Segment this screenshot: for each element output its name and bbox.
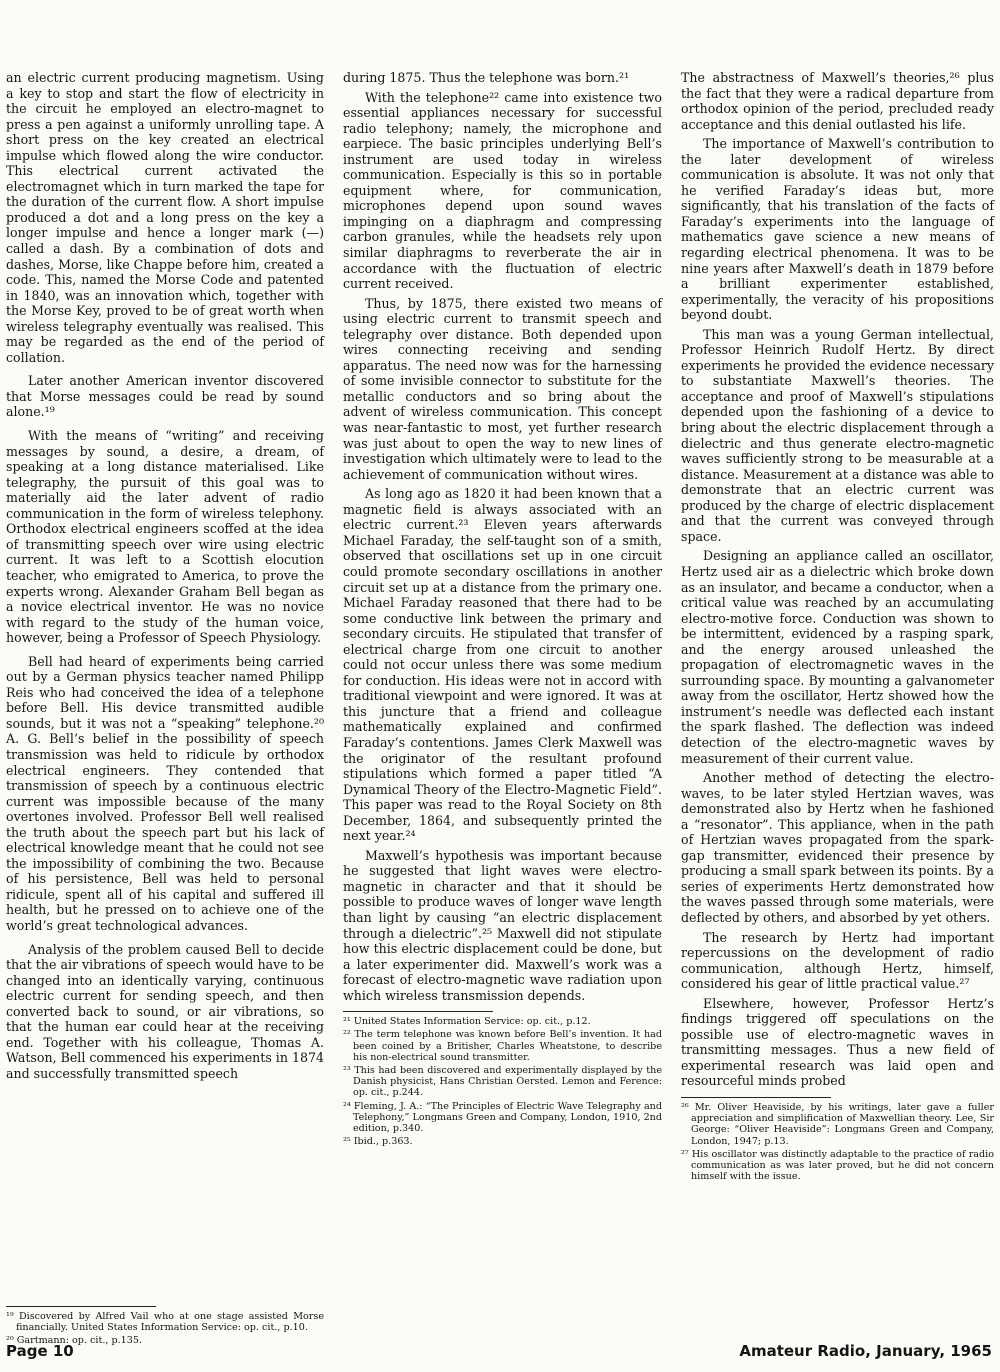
footnotes — [343, 1011, 662, 1147]
paragraph: With the means of “writing” and receiving messages by sound, a desire, a dream, of speaking at a long distance materialised. Like telegraphy, the pursuit of this goal was to materially aid the later advent of radio communication in the form of wireless telephony. Orthodox electrical engineers scoffed at the idea of transmitting speech over wire using electric current. It was left to a Scottish elocution teacher, who emigrated to America, to prove the experts wrong. Alexander Graham Bell began as a novice electrical inventor. He was no novice with regard to the study of the human voice, however, being a Professor of Speech Physiology. — [6, 428, 324, 646]
paragraph: Later another American inventor discovered that Morse messages could be read by sound alone.¹⁹ — [6, 373, 324, 420]
footnote-rule — [343, 1011, 493, 1012]
footnote: ²¹ United States Information Service: op. cit., p.12. — [343, 1016, 591, 1028]
paragraph: during 1875. Thus the telephone was born.²¹ — [343, 70, 630, 85]
footnote: ²² The term telephone was known before Bell’s invention. It had been coined by a Britisher, Charles Wheatstone, to describe his non-electrical sound transmitter. — [343, 1029, 662, 1063]
paragraph: As long ago as 1820 it had been known that a magnetic field is always associated with an electric current.²³ Eleven years afterwards Michael Faraday, the self-taught son of a smith, observed that oscillations set up in one circuit could promote secondary oscillations in another circuit set up at a distance from the primary one. Michael Faraday reasoned that there had to be some conductive link between the primary and secondary circuits. He stipulated that transfer of electrical charge from one circuit to another could not occur unless there was some medium for conduction. His ideas were not in accord with traditional viewpoint and were ignored. It was at this juncture that a friend and colleague mathematically explained and confirmed Faraday’s contentions. James Clerk Maxwell was the originator of the resultant profound stipulations which formed a paper titled “A Dynamical Theory of the Electro-Magnetic Field”. This paper was read to the Royal Society on 8th December, 1864, and subsequently printed the next year.²⁴ — [343, 486, 662, 844]
paragraph: The abstractness of Maxwell’s theories,²⁶ plus the fact that they were a radical departure from orthodox opinion of the period, precluded ready acceptance and this denial outlasted his life. — [681, 70, 994, 132]
article-page — [6, 70, 994, 1347]
paragraph: Thus, by 1875, there existed two means of using electric current to transmit speech and telegraphy over distance. Both depended upon wires connecting receiving and sending apparatus. The need now was for the harnessing of some invisible connector to substitute for the metallic conductors and so bring about the advent of wireless communication. This concept was near-fantastic to most, yet further research was just about to open the way to new lines of investigation which ultimately were to lead to the achievement of communication without wires. — [343, 295, 662, 482]
paragraph: Bell had heard of experiments being carried out by a German physics teacher named Philipp Reis who had conceived the idea of a telephone before Bell. His device transmitted audible sounds, but it was not a “speaking” telephone.²⁰ A. G. Bell’s belief in the possibility of speech transmission was held to ridicule by orthodox electrical engineers. They contended that transmission of speech by a continuous electric current was impossible because of the many overtones involved. Professor Bell well realised the truth about the speech part but his lack of electrical knowledge meant that he could not see the impossibility of combining the two. Because of his persistence, Bell was held to personal ridicule, spent all of his capital and suffered ill health, but he pressed on to achieve one of the world’s great technological advances. — [6, 653, 324, 933]
paragraph: Designing an appliance called an oscillator, Hertz used air as a dielectric which broke down as an insulator, and became a conductor, when a critical value was reached by an accumulating electro-motive force. Conduction was shown to be intermittent, evidenced by a rasping spark, and the energy aroused unleashed the propagation of electromagnetic waves in the surrounding space. By mounting a galvanometer away from the oscillator, Hertz showed how the instrument’s needle was deflected each instant the spark flashed. The deflection was indeed detection of the electro-magnetic waves by measurement of their current value. — [681, 548, 994, 766]
footnote: ²³ This had been discovered and experimentally displayed by the Danish physicist, Hans Christian Oersted. Lemon and Ference: op. cit., p.244. — [343, 1065, 662, 1099]
footnote: ²⁰ Gartmann: op. cit., p.135. — [6, 1335, 143, 1347]
publication-footer: Amateur Radio, January, 1965 — [739, 1342, 992, 1360]
footnote-rule — [681, 1097, 831, 1098]
paragraph: Elsewhere, however, Professor Hertz’s findings triggered off speculations on the possible use of electro-magnetic waves in transmitting messages. Thus a new field of experimental research was laid open and resourceful minds probed — [681, 995, 994, 1089]
paragraph: With the telephone²² came into existence two essential appliances necessary for successful radio telephony; namely, the microphone and earpiece. The basic principles underlying Bell’s instrument are used today in wireless communication. Especially is this so in portable equipment where, for communication, microphones depend upon sound waves impinging on a diaphragm and compressing carbon granules, while the headsets rely upon similar diaphragms to reverberate the air in accordance with the fluctuation of electric current received. — [343, 89, 662, 292]
text-column-1 — [6, 70, 324, 1347]
footnote-rule — [6, 1306, 156, 1307]
paragraph: The research by Hertz had important repercussions on the development of radio communication, although Hertz, himself, considered his gear of little practical value.²⁷ — [681, 929, 994, 992]
footnote: ¹⁹ Discovered by Alfred Vail who at one stage assisted Morse financially. United States Information Service: op. cit., p.10. — [6, 1311, 324, 1334]
footnote: ²⁶ Mr. Oliver Heaviside, by his writings, later gave a fuller appreciation and simplification of Maxwellian theory. Lee, Sir George: “Oliver Heaviside”: Longmans Green and Company, London, 1947; p.13. — [681, 1102, 994, 1147]
footnote: ²⁷ His oscillator was distinctly adaptable to the practice of radio communication as was later proved, but he did not concern himself with the issue. — [681, 1148, 994, 1183]
page-number: Page 10 — [6, 1342, 74, 1360]
footnotes — [681, 1097, 994, 1182]
text-column-3 — [681, 70, 994, 1332]
footnote: ²⁵ Ibid., p.363. — [343, 1136, 413, 1148]
paragraph: Another method of detecting the electro-waves, to be later styled Hertzian waves, was demonstrated also by Hertz when he fashioned a “resonator”. This appliance, when in the path of Hertzian waves propagated from the spark-gap transmitter, evidenced their presence by producing a small spark between its points. By a series of experiments Hertz demonstrated how the waves passed through some materials, were deflected by others, and absorbed by yet others. — [681, 770, 994, 925]
footnote: ²⁴ Fleming, J. A.: “The Principles of Electric Wave Telegraphy and Telephony,” Longmans Green and Company, London, 1910, 2nd edition, p.340. — [343, 1100, 662, 1135]
paragraph: Maxwell’s hypothesis was important because he suggested that light waves were electro-magnetic in character and that it should be possible to produce waves of longer wave length than light by causing “an electric displacement through a dielectric”.²⁵ Maxwell did not stipulate how this electric displacement could be done, but a later experimenter did. Maxwell’s work was a forecast of electro-magnetic wave radiation upon which wireless transmission depends. — [343, 847, 662, 1003]
text-column-2 — [343, 70, 662, 1332]
paragraph: an electric current producing magnetism. Using a key to stop and start the flow of electricity in the circuit he employed an electro-magnet to press a pen against a uniformly unrolling tape. A short press on the key created an electrical impulse which flowed along the wire conductor. This electrical current activated the electromagnet which in turn marked the tape for the duration of the current flow. A short impulse produced a dot and a long press on the key a longer impulse and hence a longer mark (—) called a dash. By a combination of dots and dashes, Morse, like Chappe before him, created a code. This, named the Morse Code and patented in 1840, was an innovation which, together with the Morse Key, proved to be of great worth when wireless telegraphy eventually was realised. This may be regarded as the end of the period of collation. — [6, 70, 324, 365]
paragraph: This man was a young German intellectual, Professor Heinrich Rudolf Hertz. By direct experiments he provided the evidence necessary to substantiate Maxwell’s theories. The acceptance and proof of Maxwell’s stipulations depended upon the fashioning of a device to bring about the electric displacement through a dielectric and thus generate electro-magnetic waves sufficiently strong to be measurable at a distance. Measurement at a distance was able to demonstrate that an electric current was produced by the charge of electric displacement and that the current was conveyed through space. — [681, 326, 994, 544]
paragraph: The importance of Maxwell’s contribution to the later development of wireless communication is absolute. It was not only that he verified Faraday’s ideas but, more significantly, that his translation of the facts of Faraday’s experiments into the language of mathematics gave science a new means of regarding electrical phenomena. It was to be nine years after Maxwell’s death in 1879 before a brilliant experimenter established, experimentally, the veracity of his propositions beyond doubt. — [681, 136, 994, 323]
paragraph: Analysis of the problem caused Bell to decide that the air vibrations of speech would have to be changed into an identically varying, continuous electric current for sending speech, and then converted back to sound, or air vibrations, so that the human ear could hear at the receiving end. Together with his colleague, Thomas A. Watson, Bell commenced his experiments in 1874 and successfully transmitted speech — [6, 941, 324, 1081]
